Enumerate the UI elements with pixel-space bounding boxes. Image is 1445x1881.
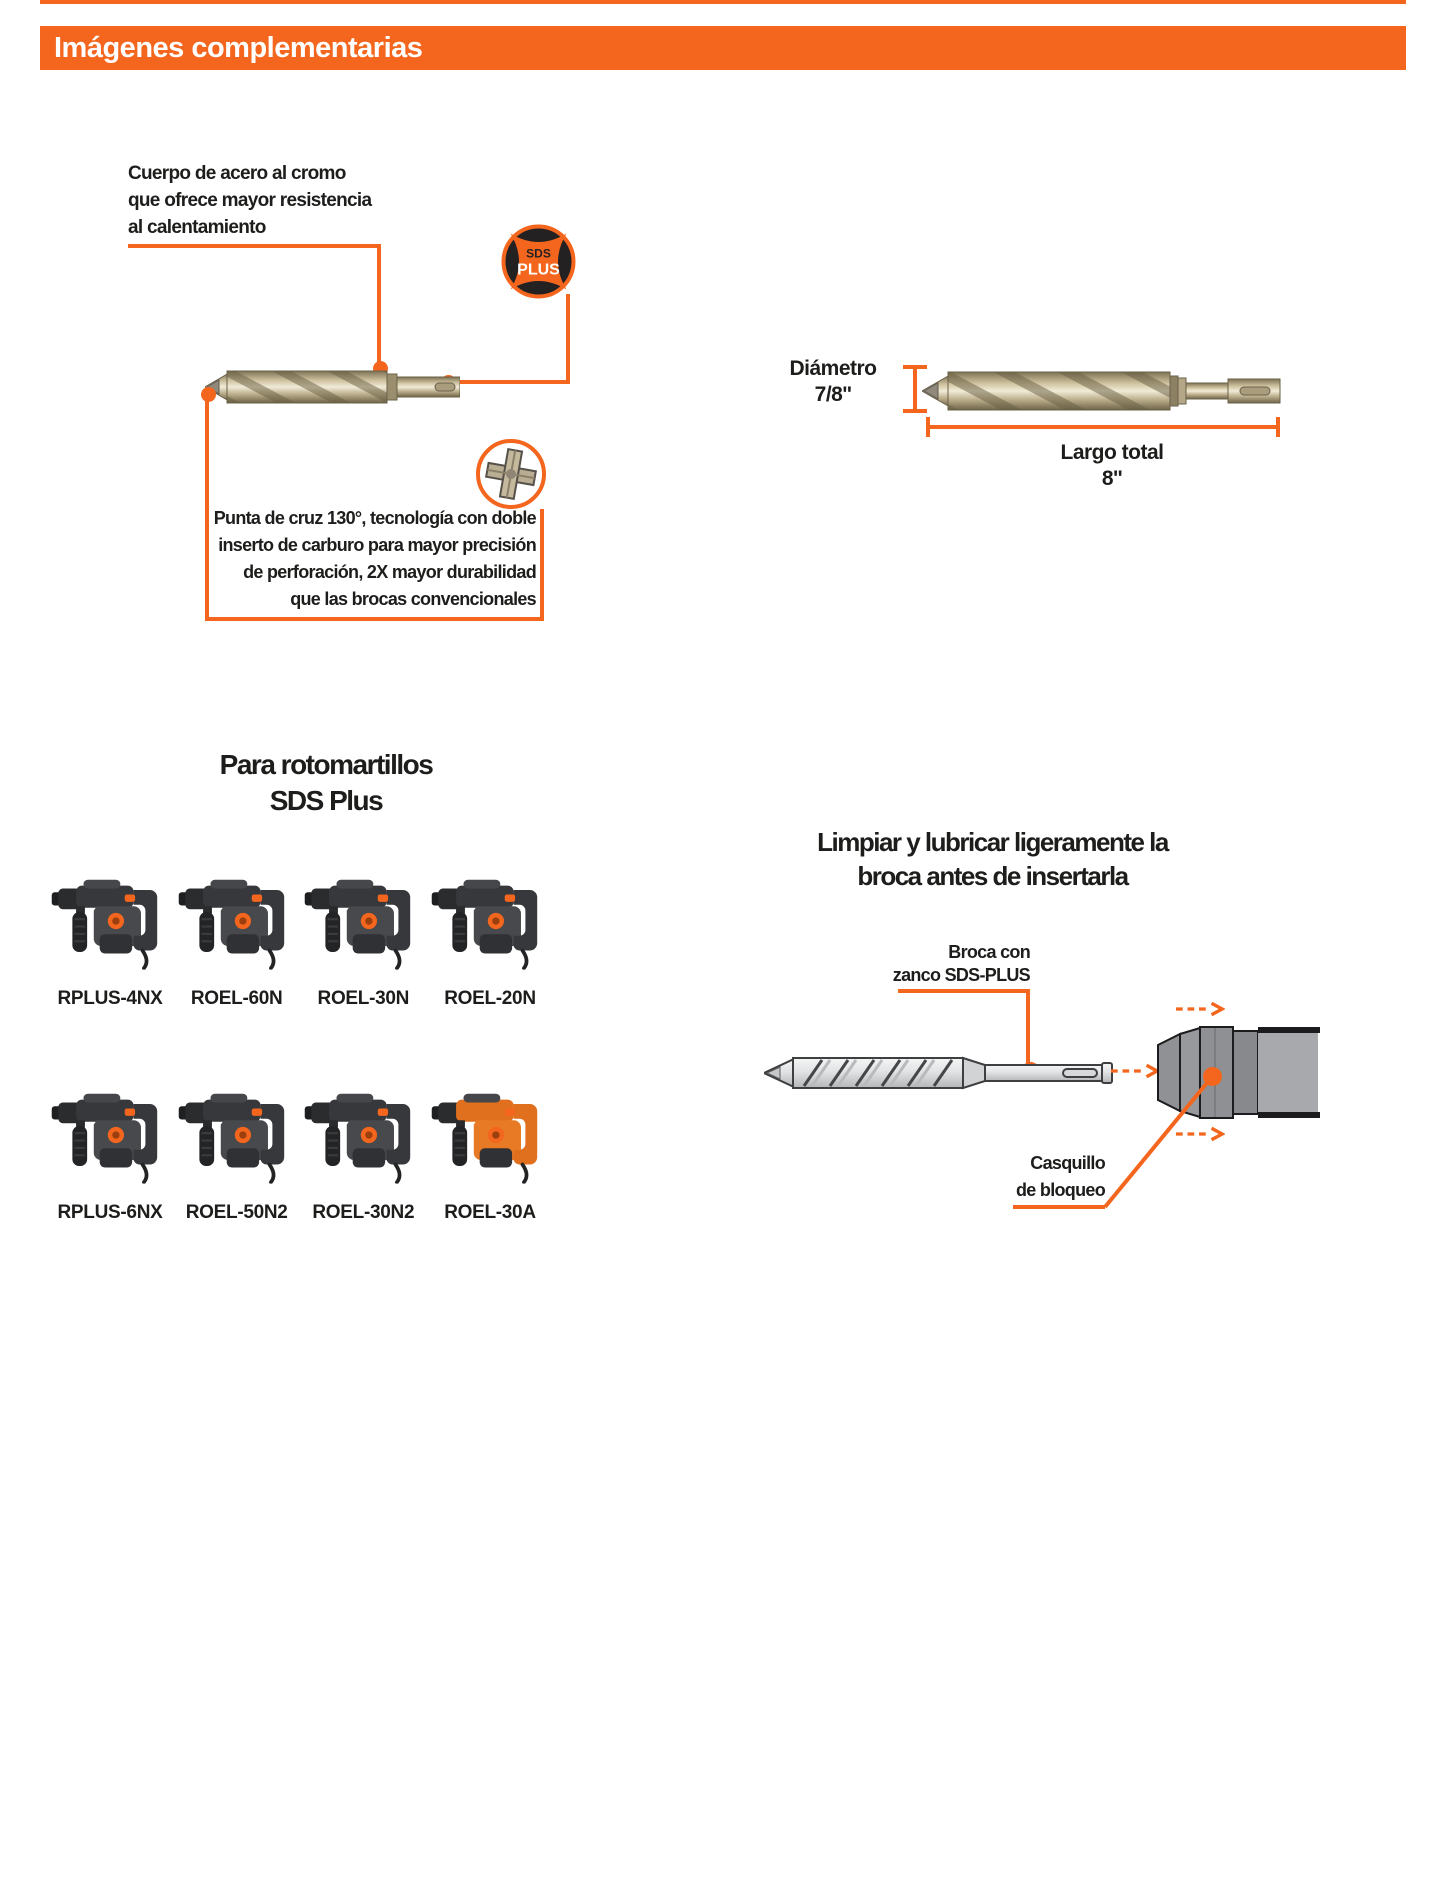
leader-line [448, 380, 570, 384]
shank-note: Broca con zanco SDS-PLUS [892, 942, 1030, 985]
callout-dot [1203, 1067, 1222, 1086]
dashed-arrow-icon [1175, 1001, 1225, 1017]
hammer-card [177, 1078, 297, 1224]
hammer-model-label: RPLUS-6NX [57, 1202, 163, 1223]
drill-bit-photo-dimensioned [922, 368, 1282, 414]
diameter-label: Diámetro 7/8'' [789, 357, 877, 406]
tip-note: Punta de cruz 130°, tecnología con doble inserto de carburo para mayor precisión de perforación, 2X mayor durabilidad que las brocas convencionales [213, 508, 536, 609]
leader-line [377, 244, 381, 365]
hammer-model-label: ROEL-30N [317, 988, 410, 1009]
hammer-model-label: ROEL-20N [444, 988, 536, 1009]
hammer-row-2 [50, 1078, 550, 1224]
sleeve-note: Casquillo de bloqueo [1016, 1153, 1105, 1200]
hammer-model-label: ROEL-30A [444, 1202, 536, 1223]
hammer-card [303, 864, 423, 1010]
cross-tip-detail [476, 439, 546, 509]
hammer-model-label: ROEL-50N2 [185, 1202, 288, 1223]
rotary-hammer-image [51, 864, 169, 978]
drill-bit-photo [205, 365, 460, 409]
insertion-heading: Limpiar y lubricar ligeramente la broca antes de insertarla [817, 827, 1168, 891]
rotary-hammers-heading: Para rotomartillos SDS Plus [219, 749, 433, 816]
rotary-hammer-image [304, 864, 422, 978]
body-material-note: Cuerpo de acero al cromo que ofrece mayor resistencia al calentamiento [128, 163, 372, 238]
svg-text:SDS: SDS [526, 246, 551, 261]
rotary-hammer-image [431, 864, 549, 978]
rotary-hammer-image [51, 1078, 169, 1192]
hammer-card [50, 864, 170, 1010]
leader-line [1013, 1205, 1105, 1209]
length-dimension-tick [926, 417, 930, 437]
svg-text:PLUS: PLUS [517, 261, 560, 279]
hammer-row-1 [50, 864, 550, 1010]
length-label: Largo total 8'' [1060, 441, 1164, 490]
top-border [40, 0, 1406, 4]
leader-line [128, 244, 381, 248]
hammer-model-label: ROEL-60N [190, 988, 283, 1009]
cross-tip-icon [480, 443, 542, 505]
hammer-model-label: RPLUS-4NX [57, 988, 163, 1009]
leader-line [898, 989, 1030, 993]
length-dimension-line [928, 425, 1280, 429]
hammer-card [430, 1078, 550, 1224]
hammer-card [177, 864, 297, 1010]
leader-line [566, 294, 570, 384]
hammer-card [430, 864, 550, 1010]
rotary-hammer-image [304, 1078, 422, 1192]
leader-line [540, 509, 544, 621]
length-dimension-tick [1276, 417, 1280, 437]
leader-line [205, 617, 544, 621]
hammer-card [50, 1078, 170, 1224]
rotary-hammer-image [178, 864, 296, 978]
hammer-model-label: ROEL-30N2 [312, 1202, 415, 1223]
rotary-hammer-image [178, 1078, 296, 1192]
rotary-hammer-image [431, 1078, 549, 1192]
diameter-dimension-marker [913, 367, 917, 411]
section-title: Imágenes complementarias [54, 32, 423, 64]
sds-plus-badge-icon [500, 223, 577, 300]
hammer-card [303, 1078, 423, 1224]
section-header-bar [40, 26, 1406, 70]
